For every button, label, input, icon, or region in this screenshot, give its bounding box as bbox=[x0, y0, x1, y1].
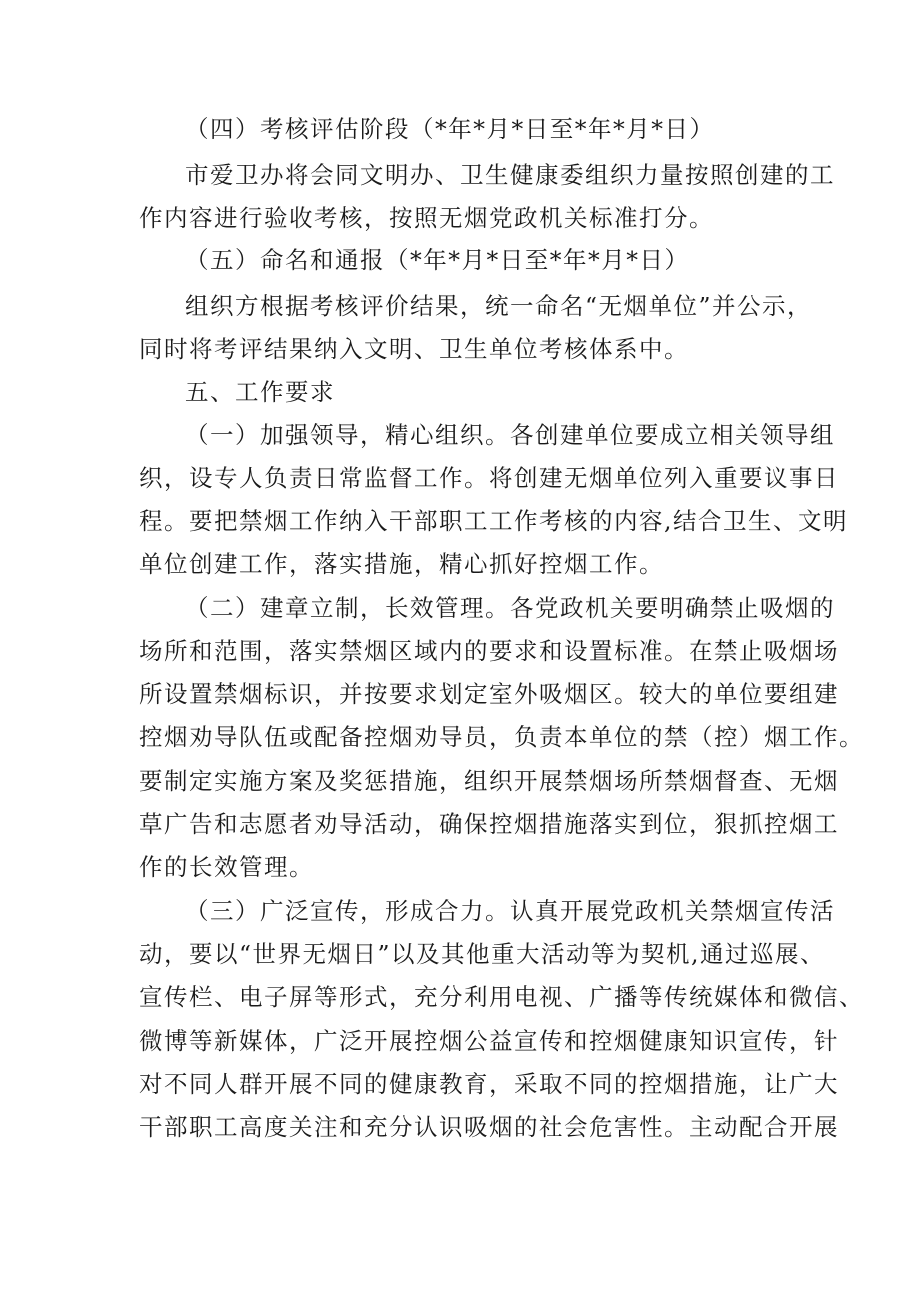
subheading-phase-5: （五）命名和通报（*年*月*日至*年*月*日） bbox=[185, 246, 690, 274]
paragraph-line: 单位创建工作，落实措施，精心抓好控烟工作。 bbox=[139, 550, 664, 578]
paragraph-line: 所设置禁烟标识，并按要求划定室外吸烟区。较大的单位要组建 bbox=[139, 680, 839, 708]
paragraph-line: 控烟劝导队伍或配备控烟劝导员，负责本单位的禁（控）烟工作。 bbox=[139, 723, 864, 751]
section-heading-work-requirements: 五、工作要求 bbox=[185, 378, 335, 406]
paragraph-line: 场所和范围，落实禁烟区域内的要求和设置标准。在禁止吸烟场 bbox=[139, 637, 839, 665]
paragraph-line: 作的长效管理。 bbox=[139, 853, 314, 881]
paragraph-line: （二）建章立制，长效管理。各党政机关要明确禁止吸烟的 bbox=[185, 594, 835, 622]
paragraph-line: 动，要以“世界无烟日”以及其他重大活动等为契机,通过巡展、 bbox=[139, 940, 825, 968]
paragraph-line: 组织方根据考核评价结果，统一命名“无烟单位”并公示， bbox=[185, 292, 813, 320]
paragraph-line: 作内容进行验收考核，按照无烟党政机关标准打分。 bbox=[139, 204, 714, 232]
paragraph-line: 程。要把禁烟工作纳入干部职工工作考核的内容,结合卫生、文明 bbox=[139, 507, 848, 535]
paragraph-line: 干部职工高度关注和充分认识吸烟的社会危害性。主动配合开展 bbox=[139, 1113, 839, 1141]
paragraph-line: 市爱卫办将会同文明办、卫生健康委组织力量按照创建的工 bbox=[185, 161, 835, 189]
paragraph-line: （三）广泛宣传，形成合力。认真开展党政机关禁烟宣传活 bbox=[185, 897, 835, 925]
paragraph-line: 对不同人群开展不同的健康教育，采取不同的控烟措施，让广大 bbox=[139, 1070, 839, 1098]
paragraph-line: （一）加强领导，精心组织。各创建单位要成立相关领导组 bbox=[185, 421, 835, 449]
paragraph-line: 微博等新媒体，广泛开展控烟公益宣传和控烟健康知识宣传，针 bbox=[139, 1027, 839, 1055]
paragraph-line: 织，设专人负责日常监督工作。将创建无烟单位列入重要议事日 bbox=[139, 464, 839, 492]
paragraph-line: 草广告和志愿者劝导活动，确保控烟措施落实到位，狠抓控烟工 bbox=[139, 810, 839, 838]
paragraph-line: 要制定实施方案及奖惩措施，组织开展禁烟场所禁烟督查、无烟 bbox=[139, 767, 839, 795]
paragraph-line: 宣传栏、电子屏等形式，充分利用电视、广播等传统媒体和微信、 bbox=[139, 983, 864, 1011]
subheading-phase-4: （四）考核评估阶段（*年*月*日至*年*月*日） bbox=[185, 115, 715, 143]
paragraph-line: 同时将考评结果纳入文明、卫生单位考核体系中。 bbox=[139, 335, 689, 363]
